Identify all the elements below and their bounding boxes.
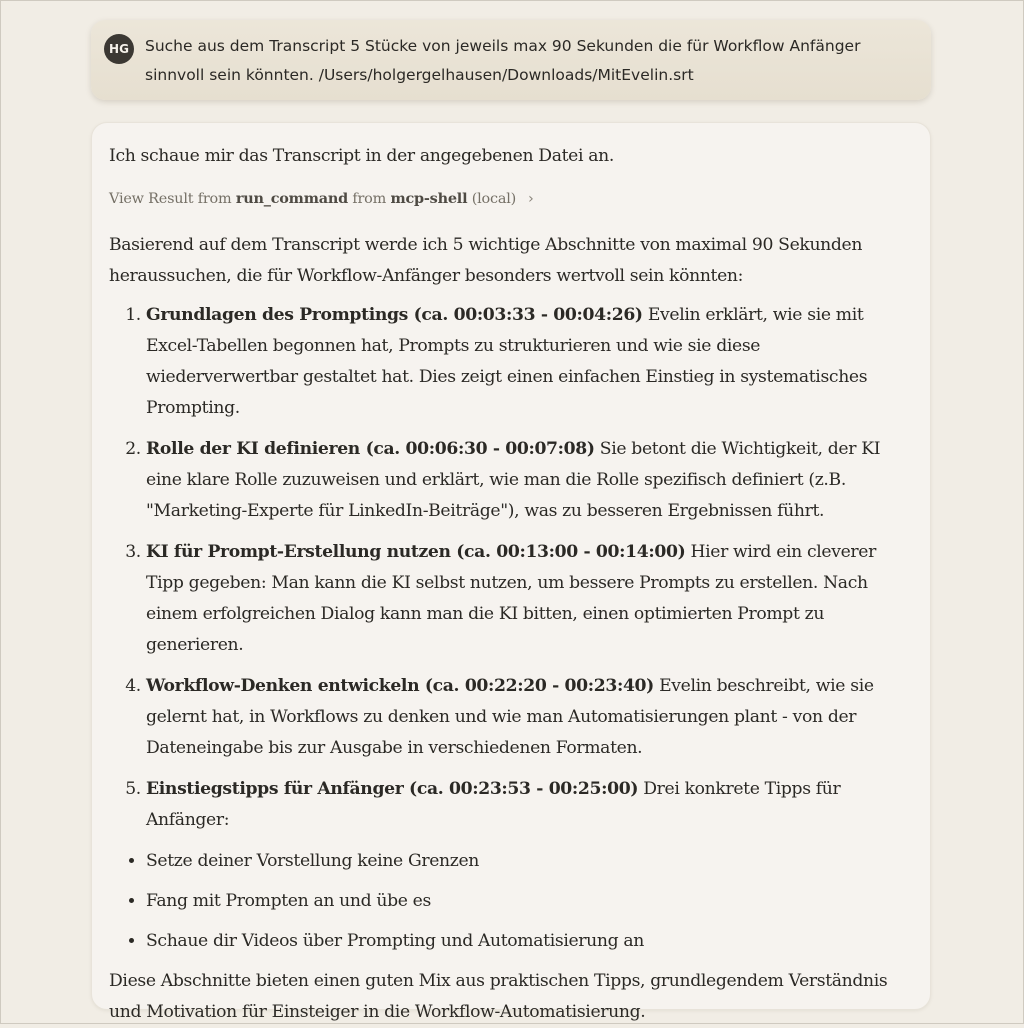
- section-text: Evelin erklärt, wie sie mit Excel-Tabellen begonnen hat, Prompts zu strukturieren und wie sie diese wiederverwertbar gestaltet hat. Dies zeigt einen einfachen Einstieg in systematisches Prompting.: [146, 305, 868, 418]
- assistant-outro: Diese Abschnitte bieten einen guten Mix aus praktischen Tipps, grundlegendem Verständnis und Motivation für Einsteiger in die Workflow-Automatisierung.: [109, 971, 888, 1022]
- assistant-intro: Basierend auf dem Transcript werde ich 5 wichtige Abschnitte von maximal 90 Sekunden heraussuchen, die für Workflow-Anfänger besonders wertvoll sein könnten:: [109, 235, 863, 286]
- tool-result-prefix: View Result from: [109, 191, 236, 207]
- section-title: Grundlagen des Promptings (ca. 00:03:33 - 00:04:26): [146, 305, 643, 325]
- user-avatar: HG: [104, 34, 134, 64]
- tool-result-mid: from: [347, 191, 391, 207]
- chevron-right-icon[interactable]: ›: [528, 191, 534, 207]
- assistant-message: [91, 122, 931, 1022]
- tool-server-name: mcp-shell: [390, 190, 468, 207]
- view-tool-result-link[interactable]: [109, 184, 909, 214]
- section-title: KI für Prompt-Erstellung nutzen (ca. 00:13:00 - 00:14:00): [146, 542, 686, 562]
- tips-list: [109, 846, 909, 957]
- section-text: Hier wird ein cleverer Tipp gegeben: Man kann die KI selbst nutzen, um bessere Prompts zu erstellen. Nach einem erfolgreichen Dialog kann man die KI bitten, einen optimierten Prompt zu generieren.: [146, 542, 876, 655]
- user-message-text: Suche aus dem Transcript 5 Stücke von jeweils max 90 Sekunden die für Workflow Anfänger sinnvoll sein könnten. /Users/holgergelhausen/Downloads/MitEvelin.srt: [145, 37, 861, 84]
- list-item: [146, 774, 909, 836]
- section-title: Rolle der KI definieren (ca. 00:06:30 - 00:07:08): [146, 439, 595, 459]
- section-list: [109, 300, 909, 836]
- tool-name: run_command: [235, 190, 348, 207]
- list-item: [146, 300, 909, 424]
- list-item: [146, 671, 909, 764]
- assistant-content: [109, 141, 909, 1028]
- section-text: Drei konkrete Tipps für Anfänger:: [146, 779, 841, 830]
- section-text: Evelin beschreibt, wie sie gelernt hat, in Workflows zu denken und wie man Automatisierungen plant - von der Dateneingabe bis zur Ausgabe in verschiedenen Formaten.: [146, 676, 874, 758]
- list-item: [146, 434, 909, 527]
- assistant-opening: Ich schaue mir das Transcript in der angegebenen Datei an.: [109, 146, 614, 166]
- section-title: Workflow-Denken entwickeln (ca. 00:22:20 - 00:23:40): [146, 676, 654, 696]
- section-text: Sie betont die Wichtigkeit, der KI eine klare Rolle zuzuweisen und erklärt, wie man die Rolle spezifisch definiert (z.B. "Marketing-Experte für LinkedIn-Beiträge"), was zu besseren Ergebnissen führt.: [146, 439, 881, 521]
- list-item: [146, 537, 909, 661]
- tip-item: • Fang mit Prompten an und übe es: [146, 886, 909, 917]
- tip-item: • Setze deiner Vorstellung keine Grenzen: [146, 846, 909, 877]
- tool-result-suffix: (local): [467, 191, 517, 207]
- section-title: Einstiegstipps für Anfänger (ca. 00:23:53 - 00:25:00): [146, 779, 639, 799]
- user-message: [91, 20, 931, 100]
- tip-item: • Schaue dir Videos über Prompting und Automatisierung an: [146, 926, 909, 957]
